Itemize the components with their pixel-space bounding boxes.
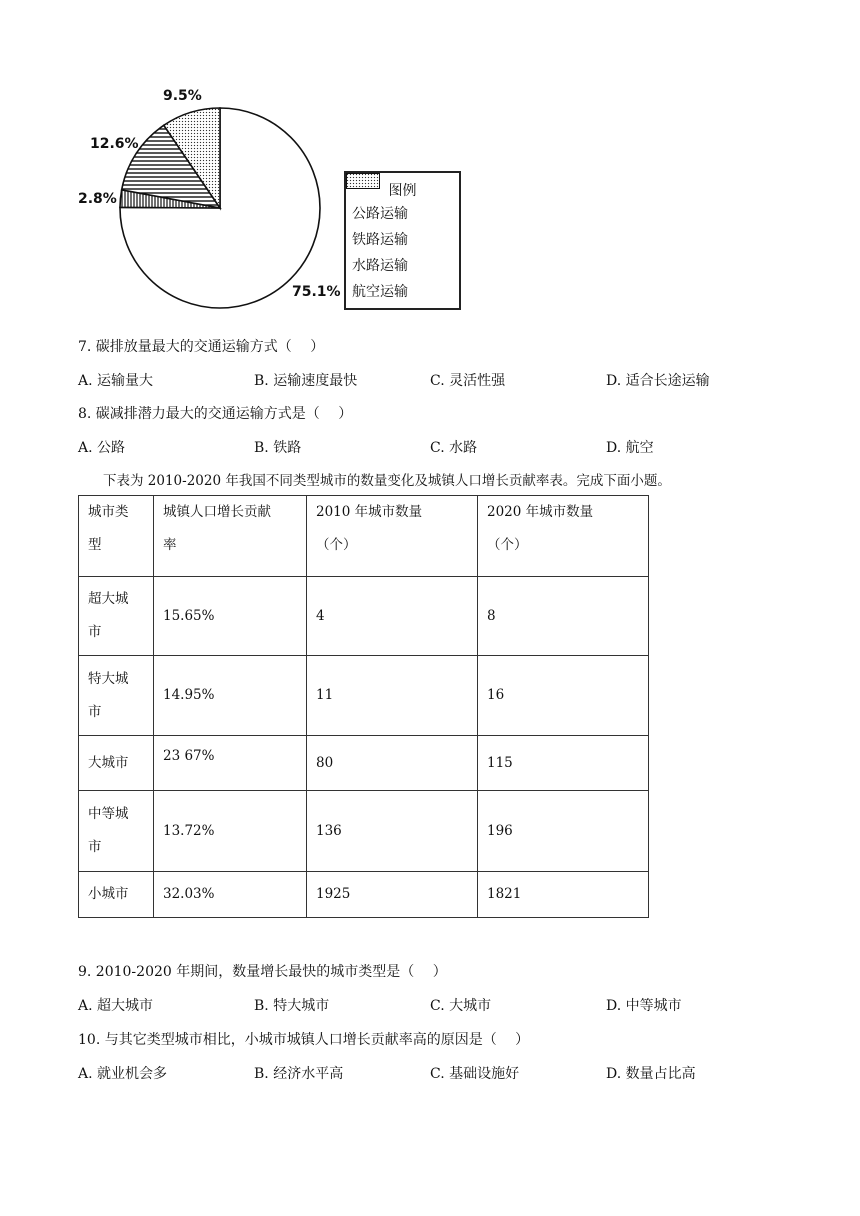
legend-item-road bbox=[346, 200, 459, 226]
question-9-option-c: C. 大城市 bbox=[430, 998, 492, 1014]
question-10-option-a: A. 就业机会多 bbox=[78, 1066, 168, 1082]
question-8-option-a: A. 公路 bbox=[78, 440, 126, 456]
cell-growth-rate: 14.95% bbox=[154, 656, 307, 736]
cell-count-2020: 115 bbox=[478, 736, 649, 791]
cell-count-2010: 1925 bbox=[307, 872, 478, 918]
cell-city-type: 特大城 市 bbox=[79, 656, 154, 736]
question-10-option-d: D. 数量占比高 bbox=[606, 1066, 696, 1082]
legend-label-water: 水路运输 bbox=[352, 258, 408, 274]
cell-growth-rate: 23 67% bbox=[154, 736, 307, 791]
question-8-option-b: B. 铁路 bbox=[254, 440, 302, 456]
table-intro-text: 下表为 2010-2020 年我国不同类型城市的数量变化及城镇人口增长贡献率表。完成下面小题。 bbox=[103, 473, 671, 489]
table-row bbox=[79, 656, 649, 736]
table-row bbox=[79, 736, 649, 791]
legend-item-rail bbox=[346, 226, 459, 252]
legend-item-air bbox=[346, 278, 459, 304]
pie-label-rail: 2.8% bbox=[78, 191, 117, 207]
pie-label-road: 75.1% bbox=[292, 284, 341, 300]
question-8-option-d: D. 航空 bbox=[606, 440, 654, 456]
cell-count-2010: 80 bbox=[307, 736, 478, 791]
pie-label-water: 12.6% bbox=[90, 136, 139, 152]
legend-swatch-dots bbox=[346, 173, 380, 189]
legend-label-rail: 铁路运输 bbox=[352, 232, 408, 248]
header-growth-rate: 城镇人口增长贡献 率 bbox=[154, 496, 307, 577]
question-7-stem: 7. 碳排放量最大的交通运输方式（ ） bbox=[78, 339, 325, 355]
header-city-type: 城市类 型 bbox=[79, 496, 154, 577]
cell-count-2010: 11 bbox=[307, 656, 478, 736]
table-row bbox=[79, 872, 649, 918]
cell-city-type: 小城市 bbox=[79, 872, 154, 918]
cell-growth-rate: 13.72% bbox=[154, 791, 307, 872]
cell-count-2020: 16 bbox=[478, 656, 649, 736]
cell-city-type: 中等城 市 bbox=[79, 791, 154, 872]
legend-title: 图例 bbox=[388, 183, 417, 199]
legend-item-water bbox=[346, 252, 459, 278]
table-row bbox=[79, 577, 649, 656]
question-7-option-c: C. 灵活性强 bbox=[430, 373, 506, 389]
cell-count-2010: 136 bbox=[307, 791, 478, 872]
transport-carbon-pie-chart bbox=[76, 84, 476, 320]
header-count-2020: 2020 年城市数量 （个） bbox=[478, 496, 649, 577]
question-9-option-d: D. 中等城市 bbox=[606, 998, 682, 1014]
question-7-option-b: B. 运输速度最快 bbox=[254, 373, 358, 389]
city-data-table bbox=[78, 495, 649, 918]
question-7-option-d: D. 适合长途运输 bbox=[606, 373, 710, 389]
question-8-stem: 8. 碳减排潜力最大的交通运输方式是（ ） bbox=[78, 406, 353, 422]
cell-growth-rate: 32.03% bbox=[154, 872, 307, 918]
question-10-stem: 10. 与其它类型城市相比，小城市城镇人口增长贡献率高的原因是（ ） bbox=[78, 1032, 530, 1048]
question-8-option-c: C. 水路 bbox=[430, 440, 478, 456]
cell-city-type: 超大城 市 bbox=[79, 577, 154, 656]
legend-label-air: 航空运输 bbox=[352, 284, 408, 300]
question-10-option-c: C. 基础设施好 bbox=[430, 1066, 520, 1082]
question-9-option-a: A. 超大城市 bbox=[78, 998, 154, 1014]
pie-label-air: 9.5% bbox=[163, 88, 202, 104]
cell-count-2020: 8 bbox=[478, 577, 649, 656]
cell-count-2020: 196 bbox=[478, 791, 649, 872]
table-row bbox=[79, 791, 649, 872]
question-10-option-b: B. 经济水平高 bbox=[254, 1066, 344, 1082]
question-9-option-b: B. 特大城市 bbox=[254, 998, 330, 1014]
cell-growth-rate: 15.65% bbox=[154, 577, 307, 656]
table-header-row bbox=[79, 496, 649, 577]
chart-legend bbox=[344, 171, 461, 310]
question-7-option-a: A. 运输量大 bbox=[78, 373, 154, 389]
cell-count-2010: 4 bbox=[307, 577, 478, 656]
cell-city-type: 大城市 bbox=[79, 736, 154, 791]
header-count-2010: 2010 年城市数量 （个） bbox=[307, 496, 478, 577]
cell-count-2020: 1821 bbox=[478, 872, 649, 918]
legend-label-road: 公路运输 bbox=[352, 206, 408, 222]
question-9-stem: 9. 2010-2020 年期间，数量增长最快的城市类型是（ ） bbox=[78, 964, 447, 980]
